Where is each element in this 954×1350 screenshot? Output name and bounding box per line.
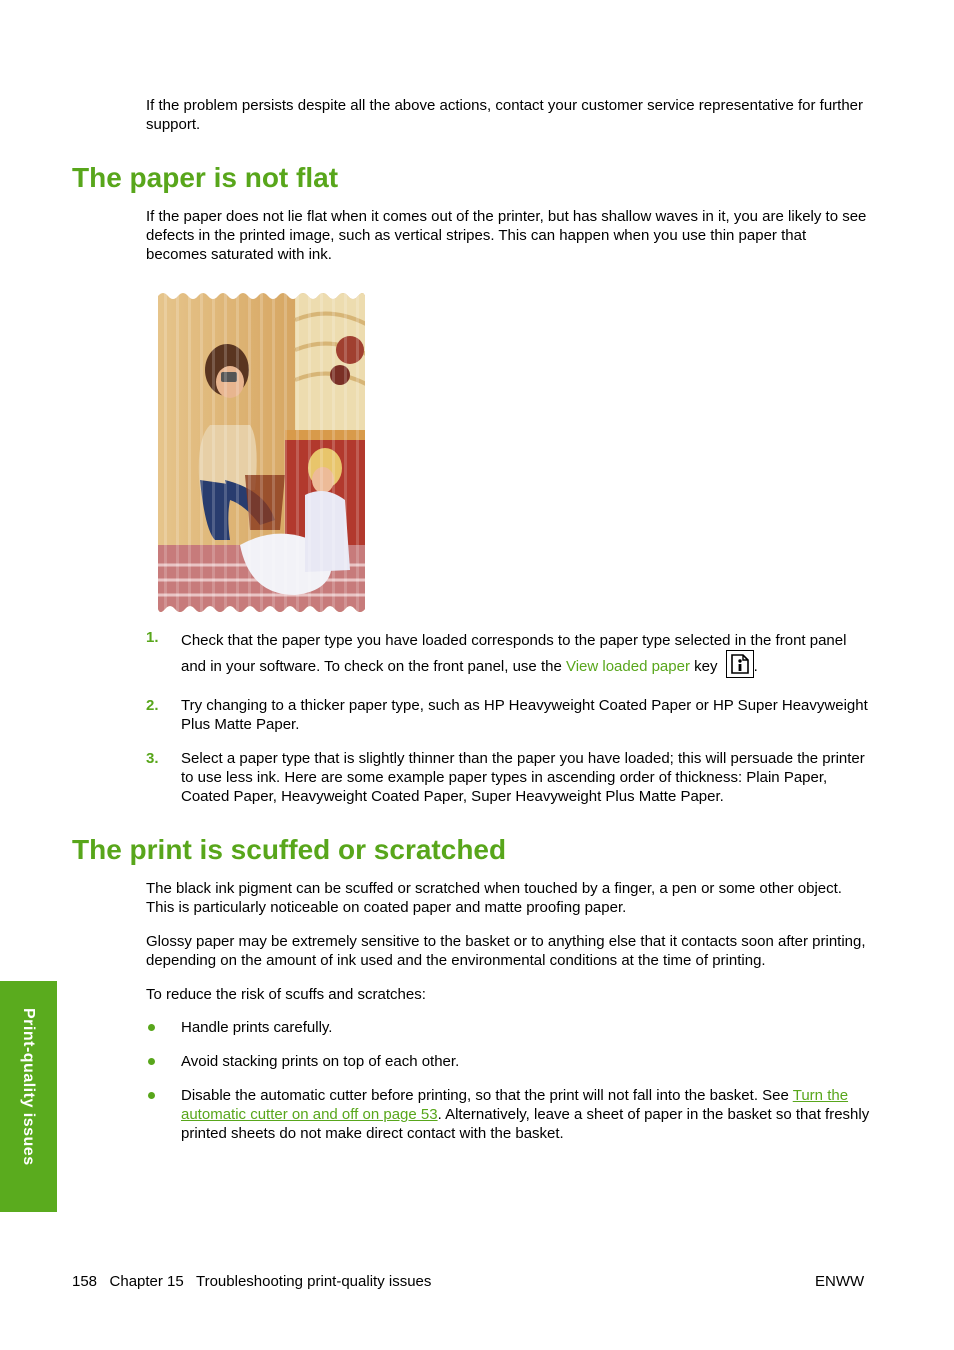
- wavy-photo-svg: [155, 290, 368, 615]
- footer-left: 158 Chapter 15 Troubleshooting print-quality issues: [72, 1273, 432, 1290]
- step-1-text-c: .: [753, 657, 758, 675]
- scuffed-paragraph-3: To reduce the risk of scuffs and scratches:: [146, 986, 426, 1003]
- scuffed-paragraph-2: Glossy paper may be extremely sensitive to the basket or to anything else that it contacts soon after printing, depending on the amount of ink used and the environmental conditions at the time of printing.: [146, 933, 866, 969]
- bullet-icon: [148, 1092, 155, 1099]
- paper-not-flat-paragraph: If the paper does not lie flat when it comes out of the printer, but has shallow waves in it, you are likely to see defects in the printed image, such as vertical stripes. This can happen when you use thin paper that becomes saturated with ink.: [146, 208, 867, 263]
- step-2-text: Try changing to a thicker paper type, such as HP Heavyweight Coated Paper or HP Super Heavyweight Plus Matte Paper.: [181, 697, 868, 733]
- step-3-text: Select a paper type that is slightly thinner than the paper you have loaded; this will persuade the printer to use less ink. Here are some example paper types in ascending order of thickness: Plain Paper, Coated Paper, Heavyweight Coated Paper, Super Heavyweight Plus Matte Paper.: [181, 750, 865, 805]
- bullet-item-1: Handle prints carefully.: [181, 1019, 333, 1036]
- automatic-cutter-link[interactable]: Turn the automatic cutter on and off on page 53: [181, 1087, 849, 1123]
- footer-right: ENWW: [815, 1273, 865, 1290]
- side-tab-label: Print-quality issues: [20, 1008, 37, 1166]
- bullet-icon: [148, 1058, 155, 1065]
- step-1-text: [181, 628, 871, 681]
- step-number-3: 3.: [146, 750, 159, 767]
- step-1-text-b: key: [689, 657, 722, 675]
- scuffed-paragraph-1: The black ink pigment can be scuffed or scratched when touched by a finger, a pen or some other object. This is particularly noticeable on coated paper and matte proofing paper.: [146, 880, 842, 916]
- bullet-icon: [148, 1024, 155, 1031]
- wavy-paper-photo: [155, 290, 368, 615]
- bullet-item-2: Avoid stacking prints on top of each other.: [181, 1053, 460, 1070]
- step-number-2: 2.: [146, 697, 159, 714]
- intro-paragraph: If the problem persists despite all the above actions, contact your customer service representative for further support.: [146, 97, 864, 133]
- bullet-item-3: [181, 1086, 871, 1143]
- step-1-text-a: Check that the paper type you have loaded corresponds to the paper type selected in the front panel and in your software. To check on the front panel, use the: [181, 632, 847, 675]
- bullet-3-text-a: Disable the automatic cutter before printing, so that the print will not fall into the basket. See: [181, 1087, 793, 1104]
- step-number-1: 1.: [146, 629, 159, 646]
- view-loaded-paper-key-icon: [726, 650, 754, 678]
- view-loaded-paper-link[interactable]: View loaded paper: [565, 657, 690, 675]
- section-title-paper-not-flat: The paper is not flat: [72, 162, 339, 193]
- section-title-print-scuffed: The print is scuffed or scratched: [72, 834, 507, 865]
- bullet-3-text-b: . Alternatively, leave a sheet of paper in the basket so that freshly printed sheets do not make direct contact with the basket.: [181, 1106, 870, 1142]
- info-key-glyph: [727, 651, 753, 677]
